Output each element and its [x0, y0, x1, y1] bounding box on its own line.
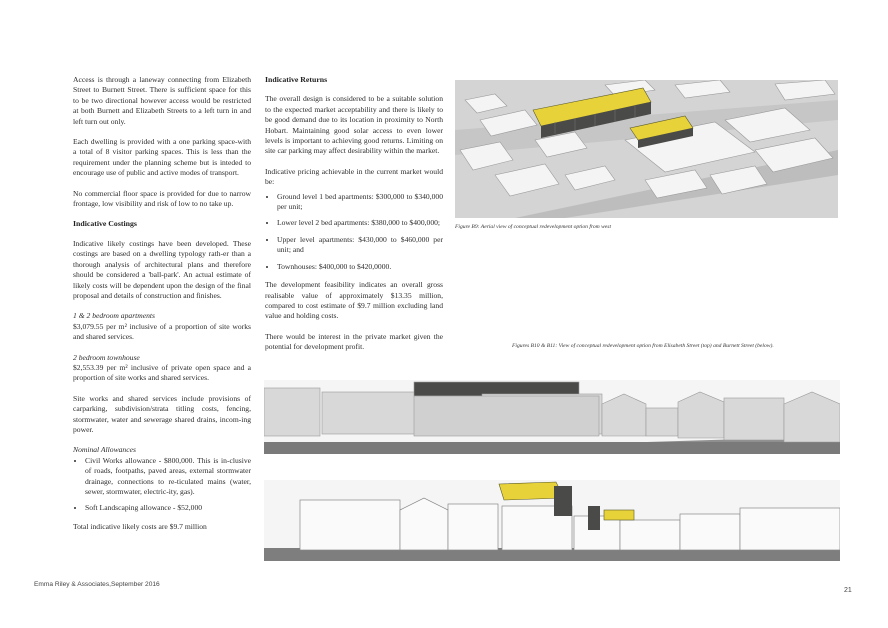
allowances-heading: Nominal Allowances	[73, 445, 136, 455]
paragraph-access: Access is through a laneway connecting from Elizabeth Street to Burnett Street. There is sufficient space for this to be two directional however access would be restricted at both Burnett and Elizabeth Streets to a left turn in and left turn out only.	[73, 75, 251, 126]
paragraph-pricing: Indicative pricing achievable in the current market would be:	[265, 166, 443, 187]
apartments-heading: 1 & 2 bedroom apartments	[73, 311, 155, 321]
apartments-cost: $3,079.55 per m² inclusive of a proportion of site works and shared services.	[73, 321, 251, 342]
paragraph-costings: Indicative likely costings have been developed. These costings are based on a dwelling typology rath-er than a thorough analysis of architectural plans and therefore should be considered a 'ball-park'. An actual estimate of likely costs will be dependent upon the design of the final proposal and details of construction and finishes.	[73, 238, 251, 300]
townhouse-heading: 2 bedroom townhouse	[73, 352, 140, 362]
list-item: • Lower level 2 bed apartments: $380,000 to $400,000;	[277, 218, 443, 228]
paragraph-interest: There would be interest in the private market given the potential for development profit.	[265, 331, 443, 352]
elizabeth-street-view-figure	[264, 380, 840, 454]
list-item: • Soft Landscaping allowance - $52,000	[85, 503, 251, 513]
aerial-view-figure	[455, 80, 838, 218]
allowances-list	[73, 456, 251, 514]
list-item: • Townhouses: $400,000 to $420,0000.	[277, 262, 443, 272]
returns-heading: Indicative Returns	[265, 75, 328, 84]
text-column-left	[73, 75, 251, 542]
total-costs: Total indicative likely costs are $9.7 million	[73, 521, 207, 531]
figure-b10-b11-caption: Figures B10 & B11: View of conceptual redevelopment option from Elisabeth Street (top) and Burnett Street (below).	[512, 343, 774, 349]
aerial-view-illustration	[455, 80, 838, 218]
pricing-list	[265, 192, 443, 272]
elizabeth-street-illustration	[264, 380, 840, 454]
paragraph-commercial: No commercial floor space is provided for due to narrow frontage, low visibility and risk of low to no take up.	[73, 188, 251, 209]
text-column-middle	[265, 75, 443, 363]
paragraph-design: The overall design is considered to be a suitable solution to the expected market acceptability and there is likely to be good demand due to its location in proximity to North Hobart. Maintaining good solar access to even lower levels is important to achieving good returns. Limiting on site car parking may affect desirability within the market.	[265, 94, 443, 156]
townhouse-cost: $2,553.39 per m² inclusive of private open space and a proportion of site works and shared services.	[73, 362, 251, 383]
paragraph-feasibility: The development feasibility indicates an overall gross realisable value of approximately $13.35 million, compared to cost estimate of $9.7 million excluding land value and holding costs.	[265, 280, 443, 321]
paragraph-parking: Each dwelling is provided with a one parking space-with a total of 8 visitor parking spaces. This is less than the requirement under the planning scheme but is inteded to encourage use of public and active modes of transport.	[73, 137, 251, 178]
list-item: • Civil Works allowance - $800,000. This is in-clusive of roads, footpaths, paved areas, external stormwater drainage, connections to re-ticulated mains (water, sewer, stormwater, electric-ity, gas).	[85, 456, 251, 498]
costings-heading: Indicative Costings	[73, 219, 137, 229]
paragraph-siteworks: Site works and shared services include provisions of carparking, subdivision/strata titling costs, fencing, stormwater, water and sewerage shared drains, incom-ing power.	[73, 393, 251, 434]
figure-b9-caption: Figure B9: Aerial view of conceptual redevelopment option from west	[455, 224, 612, 230]
list-item: • Upper level apartments: $430,000 to $460,000 per unit; and	[277, 235, 443, 256]
page-number: 21	[844, 587, 852, 594]
footer-author: Emma Riley & Associates,September 2016	[34, 581, 160, 588]
burnett-street-view-figure	[264, 480, 840, 561]
burnett-street-illustration	[264, 480, 840, 561]
list-item: • Ground level 1 bed apartments: $300,000 to $340,000 per unit;	[277, 192, 443, 213]
